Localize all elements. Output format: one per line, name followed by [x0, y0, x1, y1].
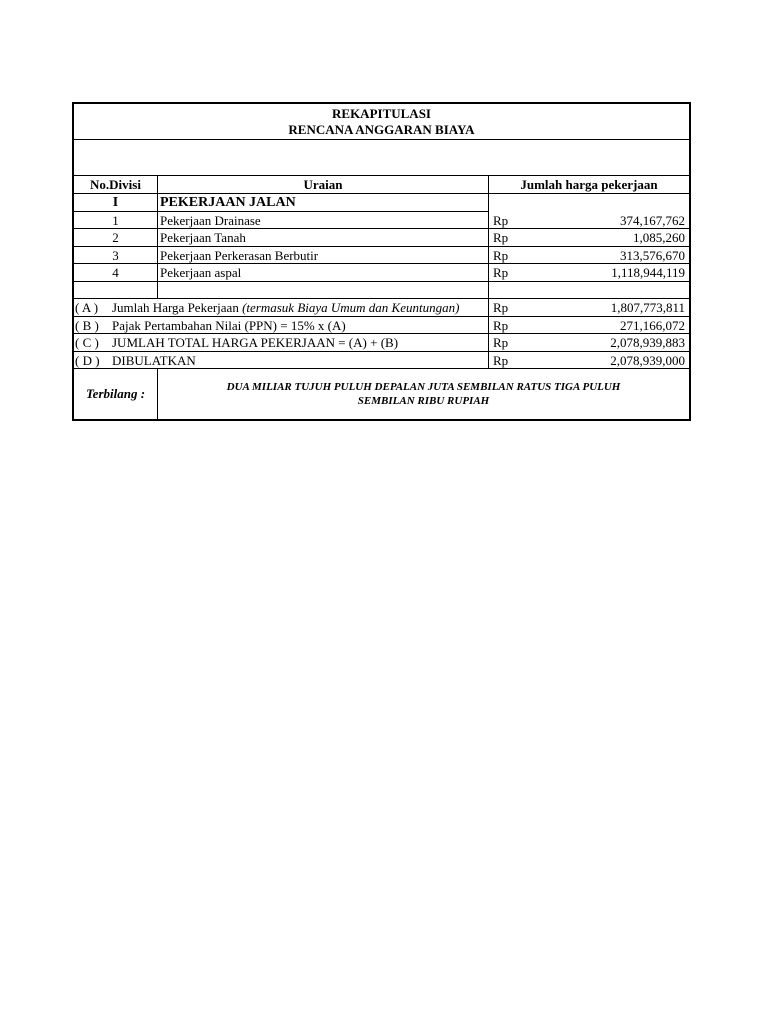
- item-desc: Pekerjaan Perkerasan Berbutir: [158, 247, 489, 264]
- header-jumlah: Jumlah harga pekerjaan: [520, 177, 658, 192]
- item-amount: [489, 247, 689, 264]
- terbilang-words: [158, 369, 689, 419]
- item-desc: Pekerjaan aspal: [158, 264, 489, 281]
- summary-code: ( A ): [75, 300, 99, 315]
- amount: 313,576,670: [620, 247, 685, 263]
- item-amount: [489, 229, 689, 246]
- spacer-cell: [489, 282, 689, 299]
- summary-label: [74, 299, 489, 316]
- header-no-divisi: No.Divisi: [74, 176, 158, 193]
- amount: 2,078,939,883: [610, 335, 685, 350]
- summary-amount: [489, 334, 689, 351]
- division-row: [74, 194, 689, 212]
- terbilang-label: Terbilang :: [74, 369, 158, 419]
- summary-label: [74, 334, 489, 351]
- currency: Rp: [493, 230, 509, 245]
- header-row: [74, 176, 689, 194]
- recap-table: [72, 102, 691, 421]
- header-uraian: Uraian: [158, 176, 489, 193]
- summary-amount: [489, 317, 689, 334]
- summary-amount: [489, 352, 689, 369]
- terbilang-row: [74, 369, 689, 419]
- currency: Rp: [493, 212, 509, 228]
- table-row: [74, 247, 689, 265]
- division-name: PEKERJAAN JALAN: [158, 194, 489, 212]
- item-no: 3: [74, 247, 158, 264]
- summary-amount: [489, 299, 689, 316]
- summary-code: ( D ): [75, 352, 100, 368]
- spacer-row: [74, 282, 689, 300]
- item-desc: Pekerjaan Drainase: [158, 212, 489, 229]
- amount: 374,167,762: [620, 212, 685, 228]
- item-amount: [489, 264, 689, 281]
- division-amount: [489, 194, 689, 212]
- summary-row-c: [74, 334, 689, 352]
- spacer-cell: [158, 282, 489, 299]
- currency: Rp: [493, 317, 509, 333]
- amount: 1,807,773,811: [610, 300, 685, 315]
- item-no: 4: [74, 264, 158, 281]
- currency: Rp: [493, 352, 509, 368]
- title-line-1: REKAPITULASI: [332, 106, 431, 121]
- terbilang-line-2: SEMBILAN RIBU RUPIAH: [357, 395, 490, 407]
- summary-row-a: [74, 299, 689, 317]
- currency: Rp: [493, 265, 509, 280]
- amount: 1,118,944,119: [611, 265, 685, 280]
- table-row: [74, 229, 689, 247]
- spacer-cell: [74, 282, 158, 299]
- amount: 1,085,260: [633, 230, 685, 245]
- currency: Rp: [493, 335, 509, 350]
- summary-text: Jumlah Harga Pekerjaan: [112, 300, 243, 315]
- summary-row-d: [74, 352, 689, 370]
- amount: 271,166,072: [620, 317, 685, 333]
- summary-label: [74, 352, 489, 369]
- amount: 2,078,939,000: [610, 352, 685, 368]
- summary-note: (termasuk Biaya Umum dan Keuntungan): [242, 300, 460, 315]
- summary-text: JUMLAH TOTAL HARGA PEKERJAAN = (A) + (B): [112, 335, 399, 350]
- currency: Rp: [493, 300, 509, 315]
- summary-code: ( C ): [75, 335, 99, 350]
- summary-code: ( B ): [75, 317, 99, 333]
- item-no: 2: [74, 229, 158, 246]
- item-amount: [489, 212, 689, 229]
- table-row: [74, 264, 689, 282]
- item-desc: Pekerjaan Tanah: [158, 229, 489, 246]
- table-title: [74, 104, 689, 140]
- division-no: I: [74, 194, 158, 212]
- blank-row: [74, 140, 689, 176]
- terbilang-line-1: DUA MILIAR TUJUH PULUH DEPALAN JUTA SEMBILAN RATUS TIGA PULUH: [226, 381, 621, 393]
- summary-text: Pajak Pertambahan Nilai (PPN) = 15% x (A): [112, 317, 346, 333]
- currency: Rp: [493, 247, 509, 263]
- summary-row-b: [74, 317, 689, 335]
- summary-text: DIBULATKAN: [112, 352, 196, 368]
- table-row: [74, 212, 689, 230]
- item-no: 1: [74, 212, 158, 229]
- title-line-2: RENCANA ANGGARAN BIAYA: [288, 122, 475, 137]
- summary-label: [74, 317, 489, 334]
